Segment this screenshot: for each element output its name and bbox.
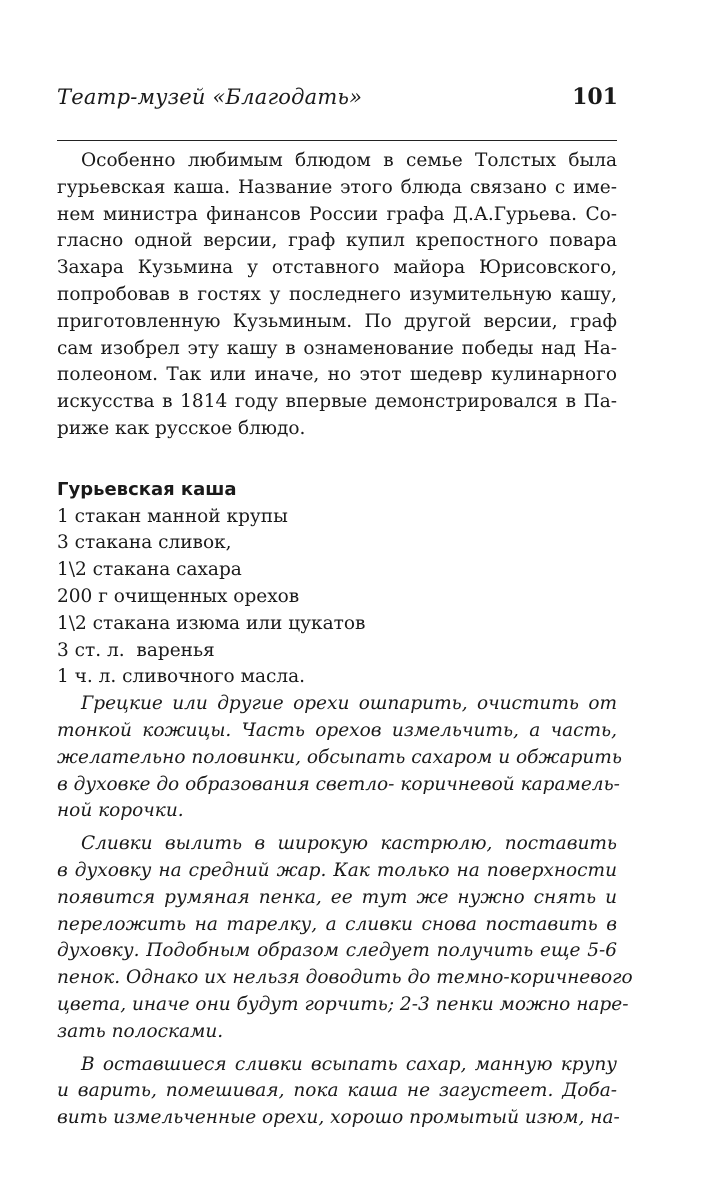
text-line: нем министра финансов России графа Д.А.Гурьева. Со- bbox=[57, 203, 617, 225]
header-rule bbox=[57, 140, 617, 141]
ingredient-item: 1 ч. л. сливочного масла. bbox=[57, 666, 306, 688]
text-line: гурьевская каша. Название этого блюда связано с име- bbox=[57, 176, 617, 198]
text-line: ной корочки. bbox=[57, 800, 184, 822]
text-line: гласно одной версии, граф купил крепостного повара bbox=[57, 230, 617, 252]
text-line: сам изобрел эту кашу в ознаменование победы над На- bbox=[57, 337, 617, 359]
ingredient-item: 1\2 стакана изюма или цукатов bbox=[57, 612, 366, 634]
text-line: приготовленную Кузьминым. По другой версии, граф bbox=[57, 310, 617, 332]
text-line: Сливки вылить в широкую кастрюлю, поставить bbox=[81, 833, 617, 855]
recipe-method bbox=[57, 691, 633, 1132]
text-line: и варить, помешивая, пока каша не загустеет. Доба- bbox=[57, 1080, 617, 1102]
text-line: полеоном. Так или иначе, но этот шедевр кулинарного bbox=[57, 364, 617, 386]
method-step bbox=[57, 691, 622, 825]
text-line: в духовке до образования светло- коричневой карамель- bbox=[57, 773, 620, 795]
text-line: цвета, иначе они будут горчить; 2-3 пенки можно наре- bbox=[57, 993, 629, 1015]
text-line: в духовку на средний жар. Как только на поверхности bbox=[57, 859, 617, 881]
ingredient-item: 200 г очищенных орехов bbox=[57, 585, 300, 607]
page-content bbox=[57, 148, 633, 1132]
text-line: пенок. Однако их нельзя доводить до темно-коричневого bbox=[57, 967, 633, 989]
ingredient-item: 3 ст. л. варенья bbox=[57, 639, 215, 661]
page-number: 101 bbox=[572, 84, 618, 110]
text-line: Особенно любимым блюдом в семье Толстых была bbox=[81, 150, 617, 171]
text-line: зать полосками. bbox=[57, 1020, 224, 1042]
text-line: желательно половинки, обсыпать сахаром и обжарить bbox=[57, 746, 622, 768]
text-line: В оставшиеся сливки всыпать сахар, манную крупу bbox=[81, 1053, 617, 1075]
text-line: попробовав в гостях у последнего изумительную кашу, bbox=[57, 283, 617, 305]
ingredient-item: 1 стакан манной крупы bbox=[57, 505, 288, 527]
text-line: вить измельченные орехи, хорошо промытый изюм, на- bbox=[57, 1107, 620, 1129]
method-step bbox=[57, 1052, 620, 1132]
text-line: риже как русское блюдо. bbox=[57, 417, 306, 439]
text-line: тонкой кожицы. Часть орехов измельчить, а часть, bbox=[57, 719, 617, 741]
ingredient-item: 1\2 стакана сахара bbox=[57, 559, 242, 581]
method-step bbox=[57, 831, 633, 1045]
ingredient-item: 3 стакана сливок, bbox=[57, 532, 232, 554]
text-line: появится румяная пенка, ее тут же нужно снять и bbox=[57, 886, 617, 908]
running-title: Театр-музей «Благодать» bbox=[57, 85, 363, 109]
recipe-title: Гурьевская каша bbox=[57, 478, 237, 500]
ingredient-list bbox=[57, 504, 617, 692]
text-line: искусства в 1814 году впервые демонстрировался в Па- bbox=[57, 391, 617, 413]
text-line: Захара Кузьмина у отставного майора Юрисовского, bbox=[57, 257, 617, 279]
intro-paragraph bbox=[57, 148, 617, 443]
text-line: переложить на тарелку, а сливки снова поставить в bbox=[57, 913, 617, 935]
text-line: духовку. Подобным образом следует получить еще 5-6 bbox=[57, 940, 617, 962]
text-line: Грецкие или другие орехи ошпарить, очистить от bbox=[81, 693, 617, 715]
